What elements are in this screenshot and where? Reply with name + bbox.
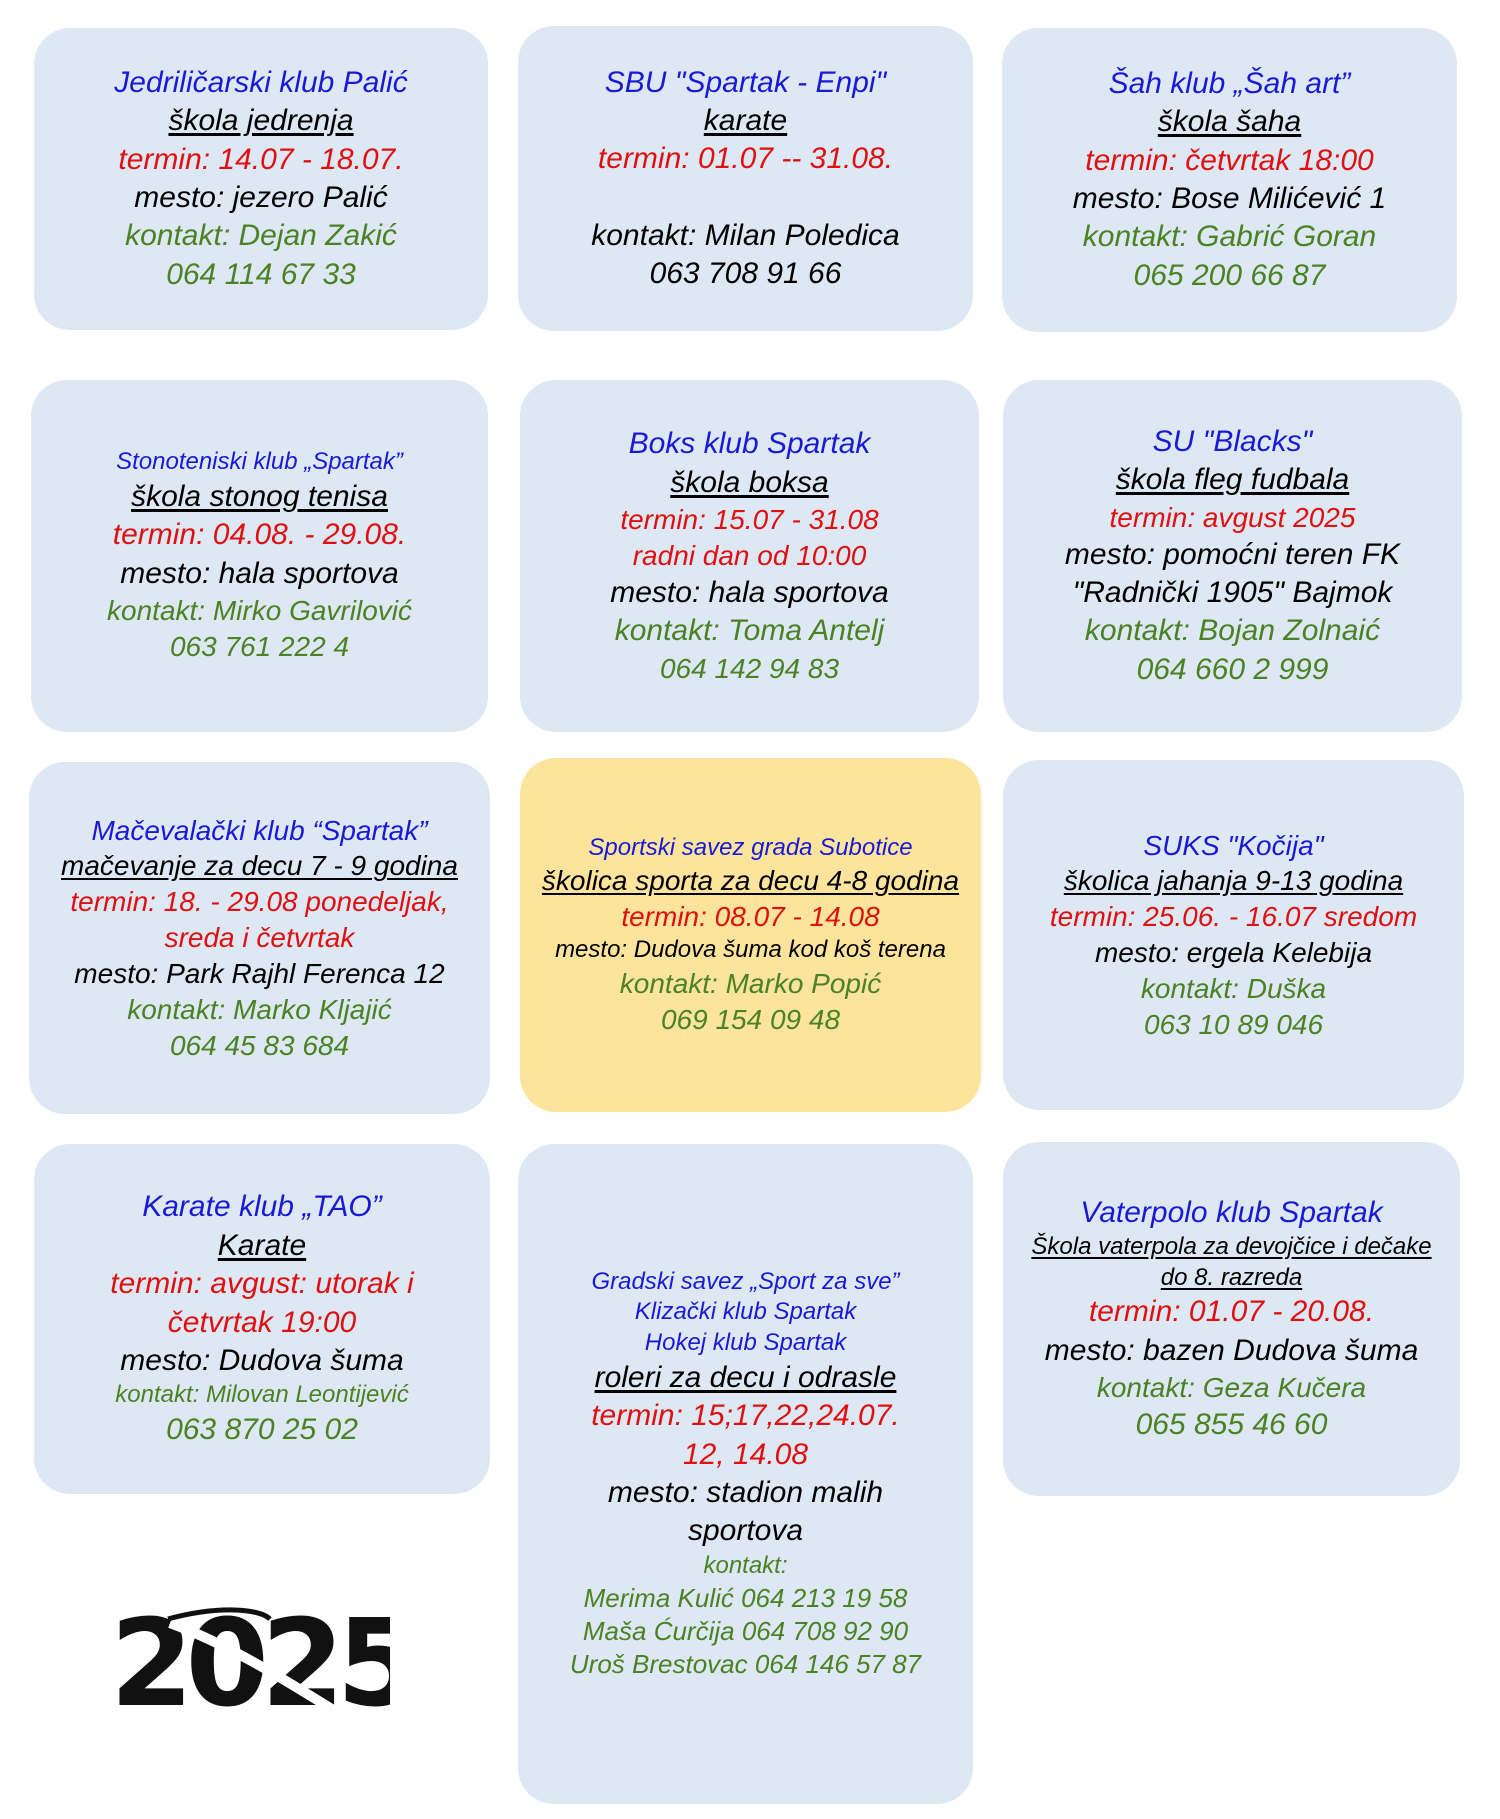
contact-1: Merima Kulić 064 213 19 58 xyxy=(583,1582,908,1613)
club-name: Vaterpolo klub Spartak xyxy=(1080,1195,1383,1229)
schedule: termin: 08.07 - 14.08 xyxy=(621,901,880,933)
activity-title: Karate xyxy=(217,1228,307,1262)
contact-name: kontakt: Marko Popić xyxy=(619,967,882,999)
location: mesto: hala sportova xyxy=(120,556,399,590)
club-name: Sportski savez grada Subotice xyxy=(588,833,913,861)
activity-title: škola šaha xyxy=(1157,105,1302,139)
location: mesto: Bose Milićević 1 xyxy=(1072,182,1387,215)
schedule-detail: četvrtak 19:00 xyxy=(167,1305,357,1339)
contact-phone: 063 708 91 66 xyxy=(649,257,842,291)
club-name: Boks klub Spartak xyxy=(628,427,871,461)
location: mesto: hala sportova xyxy=(610,575,889,609)
schedule: termin: 25.06. - 16.07 sredom xyxy=(1049,901,1418,933)
card-vaterpolo-klub xyxy=(1003,1142,1460,1496)
contact-phone: 064 660 2 999 xyxy=(1136,652,1329,686)
club-name: Stonoteniski klub „Spartak” xyxy=(116,448,403,476)
year-logo xyxy=(110,1605,390,1720)
contact-name: kontakt: Milovan Leontijević xyxy=(115,1381,409,1409)
location: mesto: pomoćni teren FK xyxy=(1064,537,1401,571)
schedule: termin: 15;17,22,24.07. xyxy=(591,1399,900,1433)
location: mesto: stadion malih xyxy=(607,1476,884,1510)
contact-phone: 065 855 46 60 xyxy=(1135,1408,1328,1442)
schedule-detail: sreda i četvrtak xyxy=(164,922,355,954)
activity-title: školica sporta za decu 4-8 godina xyxy=(541,865,960,897)
schedule-detail: 12, 14.08 xyxy=(682,1437,809,1471)
schedule: termin: 15.07 - 31.08 xyxy=(620,504,879,536)
club-name: Karate klub „TAO” xyxy=(142,1190,382,1224)
schedule: termin: avgust: utorak i xyxy=(110,1267,414,1301)
contact-label: kontakt: xyxy=(703,1551,788,1579)
activity-title: škola fleg fudbala xyxy=(1115,463,1350,497)
schedule: termin: 01.07 - 20.08. xyxy=(1088,1295,1375,1329)
schedule: termin: 04.08. - 29.08. xyxy=(112,518,407,552)
activity-title: roleri za decu i odrasle xyxy=(594,1360,897,1394)
club-name: Jedriličarski klub Palić xyxy=(114,65,408,99)
schedule: termin: 18. - 29.08 ponedeljak, xyxy=(70,886,449,918)
schedule: termin: avgust 2025 xyxy=(1109,501,1356,533)
location: mesto: Dudova šuma xyxy=(120,1344,404,1378)
activity-title: škola jedrenja xyxy=(168,104,354,138)
contact-2: Maša Ćurčija 064 708 92 90 xyxy=(582,1615,909,1646)
card-gradski-savez-sport-za-sve xyxy=(518,1144,973,1804)
card-sah-klub xyxy=(1002,28,1457,332)
card-stonoteniski-klub xyxy=(31,380,488,732)
card-sportski-savez-subotice xyxy=(520,758,981,1112)
location: mesto: Park Rajhl Ferenca 12 xyxy=(74,957,445,989)
contact-phone: 064 45 83 684 xyxy=(169,1029,350,1061)
contact-phone: 063 10 89 046 xyxy=(1143,1008,1324,1040)
location: mesto: ergela Kelebija xyxy=(1094,937,1373,968)
location: mesto: jezero Palić xyxy=(134,181,388,214)
club-name-2: Klizački klub Spartak xyxy=(634,1298,857,1326)
schedule-detail: radni dan od 10:00 xyxy=(632,540,867,572)
contact-phone: 063 870 25 02 xyxy=(166,1413,358,1447)
club-name: Mačevalački klub “Spartak” xyxy=(91,814,428,846)
location-detail: "Radnički 1905" Bajmok xyxy=(1072,575,1393,609)
card-jedrilicarski-klub xyxy=(34,28,488,330)
card-karate-klub-tao xyxy=(34,1144,490,1494)
club-name: SUKS "Kočija" xyxy=(1143,829,1324,861)
contact-name: kontakt: Marko Kljajić xyxy=(127,993,392,1025)
schedule: termin: 01.07 -- 31.08. xyxy=(597,142,894,176)
location: mesto: Dudova šuma kod koš terena xyxy=(555,936,946,963)
schedule: termin: 14.07 - 18.07. xyxy=(118,142,404,176)
activity-title: karate xyxy=(703,103,788,137)
contact-phone: 069 154 09 48 xyxy=(660,1003,841,1035)
card-boks-klub xyxy=(520,380,979,732)
activity-title: škola boksa xyxy=(670,465,829,499)
contact-name: kontakt: Mirko Gavrilović xyxy=(107,595,412,627)
contact-phone: 065 200 66 87 xyxy=(1133,258,1326,292)
activity-title: školica jahanja 9-13 godina xyxy=(1063,865,1404,897)
contact-phone: 064 142 94 83 xyxy=(659,652,840,684)
contact-name: kontakt: Geza Kučera xyxy=(1096,1372,1367,1404)
contact-name: kontakt: Dejan Zakić xyxy=(125,219,397,253)
contact-name: kontakt: Milan Poledica xyxy=(591,218,900,252)
location: mesto: bazen Dudova šuma xyxy=(1044,1333,1419,1367)
card-suks-kocija xyxy=(1003,760,1464,1110)
year-logo-text: 2025 xyxy=(110,1605,390,1715)
schedule: termin: četvrtak 18:00 xyxy=(1085,143,1374,177)
year-logo-graphic xyxy=(110,1605,390,1715)
contact-3: Uroš Brestovac 064 146 57 87 xyxy=(569,1649,922,1680)
contact-phone: 064 114 67 33 xyxy=(166,257,356,291)
card-macevalacki-klub xyxy=(29,762,490,1114)
contact-phone: 063 761 222 4 xyxy=(169,630,350,662)
club-name: Gradski savez „Sport za sve” xyxy=(591,1267,900,1295)
card-sbu-spartak-enpi xyxy=(518,26,973,331)
contact-name: kontakt: Duška xyxy=(1140,972,1327,1004)
contact-name: kontakt: Gabrić Goran xyxy=(1082,220,1377,254)
location-detail: sportova xyxy=(687,1514,804,1548)
activity-title: mačevanje za decu 7 - 9 godina xyxy=(61,850,458,882)
club-name: SU "Blacks" xyxy=(1152,424,1313,458)
activity-title: Škola vaterpola za devojčice i dečake xyxy=(1031,1232,1432,1260)
club-name: Šah klub „Šah art” xyxy=(1108,66,1351,100)
contact-name: kontakt: Toma Antelj xyxy=(614,614,885,648)
club-name-3: Hokej klub Spartak xyxy=(644,1329,847,1357)
activity-title: škola stonog tenisa xyxy=(131,479,388,513)
contact-name: kontakt: Bojan Zolnaić xyxy=(1084,614,1381,648)
card-su-blacks xyxy=(1003,380,1462,732)
club-name: SBU "Spartak - Enpi" xyxy=(604,65,887,99)
activity-title-2: do 8. razreda xyxy=(1160,1263,1303,1291)
